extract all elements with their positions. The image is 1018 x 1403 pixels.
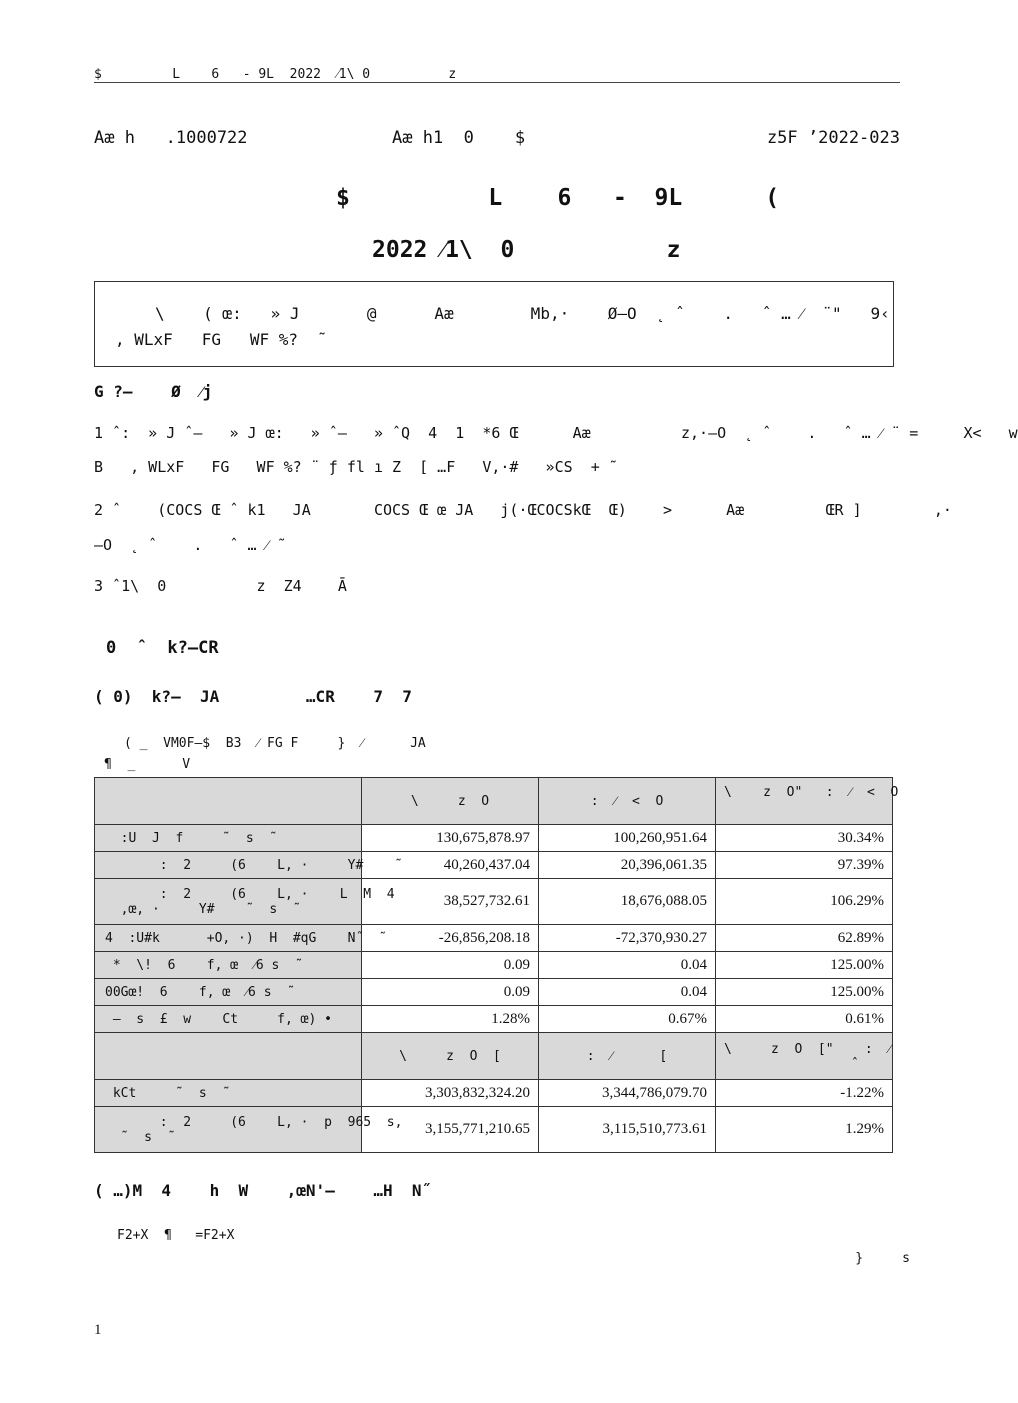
row-value-change: 125.00% [716,979,893,1006]
bottom-note-left: F2+X ¶ =F2+X [117,1228,235,1243]
row-label: 00Gœ! 6 f, œ ⁄6 s ˜ [95,979,362,1006]
row-value-change: 97.39% [716,852,893,879]
table-row [95,952,893,979]
table-row [95,879,893,925]
row-value-previous: 18,676,088.05 [539,879,716,925]
row-value-change: 106.29% [716,879,893,925]
table-header-row [95,1033,893,1080]
row-value-previous: 0.04 [539,979,716,1006]
table-note-line-1: ( _ VM0F–$ B3 ⁄ FG F } ⁄ JA [124,736,426,751]
row-value-current: 38,527,732.61 [362,879,539,925]
notice-line-2: , WLxF FG WF %? ˜ [115,330,327,349]
row-value-previous: 0.67% [539,1006,716,1033]
row-label: kCt ˜ s ˜ [95,1080,362,1107]
paragraph-1-line-2: B , WLxF FG WF %? ¨ ƒ fl ı Z [ …F V,·# »CS + ˜ [94,458,618,476]
page-number: 1 [94,1322,102,1338]
row-value-change: 1.29% [716,1107,893,1153]
table-row [95,979,893,1006]
row-value-previous: 0.04 [539,952,716,979]
document-title-line2: 2022 ⁄1\ 0 z [372,237,681,263]
row-value-previous: 20,396,061.35 [539,852,716,879]
row-value-change: 30.34% [716,825,893,852]
row-value-current: 3,155,771,210.65 [362,1107,539,1153]
row-value-current: 0.09 [362,952,539,979]
row-value-change: 62.89% [716,925,893,952]
stock-abbreviation: Aæ h1 0 $ [392,128,526,148]
row-label: :U J f ˜ s ˜ [95,825,362,852]
board-notice-box [94,281,894,367]
row-value-current: 1.28% [362,1006,539,1033]
table-row [95,1107,893,1153]
stock-code: Aæ h .1000722 [94,128,248,148]
row-value-previous: -72,370,930.27 [539,925,716,952]
row-value-previous: 3,115,510,773.61 [539,1107,716,1153]
row-value-previous: 100,260,951.64 [539,825,716,852]
paragraph-1-line-1: 1 ˆ: » J ˆ– » J œ: » ˆ– » ˆQ 4 1 *6 Œ Aæ z,·–O ˛ ˆ . ˆ … ⁄ ¨ = X< w [94,424,1018,442]
row-label: : 2 (6 L, · Y# ˜ [95,852,362,879]
header-cell-item [95,1033,362,1080]
row-value-current: 130,675,878.97 [362,825,539,852]
paragraph-2-line-2: –O ˛ ˆ . ˆ … ⁄ ˜ [94,536,287,554]
row-value-current: 0.09 [362,979,539,1006]
row-value-current: 3,303,832,324.20 [362,1080,539,1107]
table-row [95,825,893,852]
running-header: $ L 6 - 9L 2022 ⁄1\ 0 z [94,67,457,82]
row-label: 4 :U#k +O, ·) H #qG N˝ ˜ [95,925,362,952]
table-note-line-2: ¶ _ V [104,757,191,772]
header-rule [94,82,900,83]
financial-data-table [94,777,899,1153]
row-label: : 2 (6 L, · L M 4 ,œ, · Y# ˜ s ˜ [95,879,362,925]
basic-info-heading: 0 ˆ k?–CR [106,638,219,658]
header-cell-current: \ z O [362,778,539,825]
bottom-note-right: } s [855,1251,910,1266]
row-value-previous: 3,344,786,079.70 [539,1080,716,1107]
table-row [95,1006,893,1033]
table-header-row [95,778,893,825]
header-cell-change: \ z O [" : ⁄ ˆ [716,1033,893,1080]
document-title-line1: $ L 6 - 9L ( [336,185,780,211]
notice-line-1: \ ( œ: » J @ Aæ Mb,· Ø–O ˛ ˆ . ˆ … ⁄ ¨" 9‹ [155,304,890,323]
table-row [95,1080,893,1107]
operating-results-heading: ( …)M 4 h W ,œN'– …H N˝ [94,1181,432,1200]
row-value-current: 40,260,437.04 [362,852,539,879]
header-cell-previous-end: : ⁄ [ [539,1033,716,1080]
table-row [95,852,893,879]
paragraph-2-line-1: 2 ˆ (COCS Œ ˆ k1 JA COCS Œ œ JA j(·ŒCOCSkŒ Œ) > Aæ ŒR ] ,· [94,501,952,519]
header-cell-previous: : ⁄ < O [539,778,716,825]
row-value-change: 0.61% [716,1006,893,1033]
header-cell-item [95,778,362,825]
row-value-change: -1.22% [716,1080,893,1107]
row-label: * \! 6 f, œ ⁄6 s ˜ [95,952,362,979]
announcement-number: z5F ’2022-023 [766,128,900,148]
row-value-current: -26,856,208.18 [362,925,539,952]
important-notice-heading: G ?– Ø ⁄j [94,382,213,401]
row-label: – s £ w Ct f, œ) • [95,1006,362,1033]
header-cell-change: \ z O" : ⁄ < O [716,778,893,825]
table-row [95,925,893,952]
row-value-change: 125.00% [716,952,893,979]
paragraph-3: 3 ˆ1\ 0 z Z4 Ā [94,577,347,595]
row-label: : 2 (6 L, · p 965 s, ˜ s ˜ [95,1107,362,1153]
financial-data-heading: ( 0) k?– JA …CR 7 7 [94,687,412,706]
header-cell-current-end: \ z O [ [362,1033,539,1080]
